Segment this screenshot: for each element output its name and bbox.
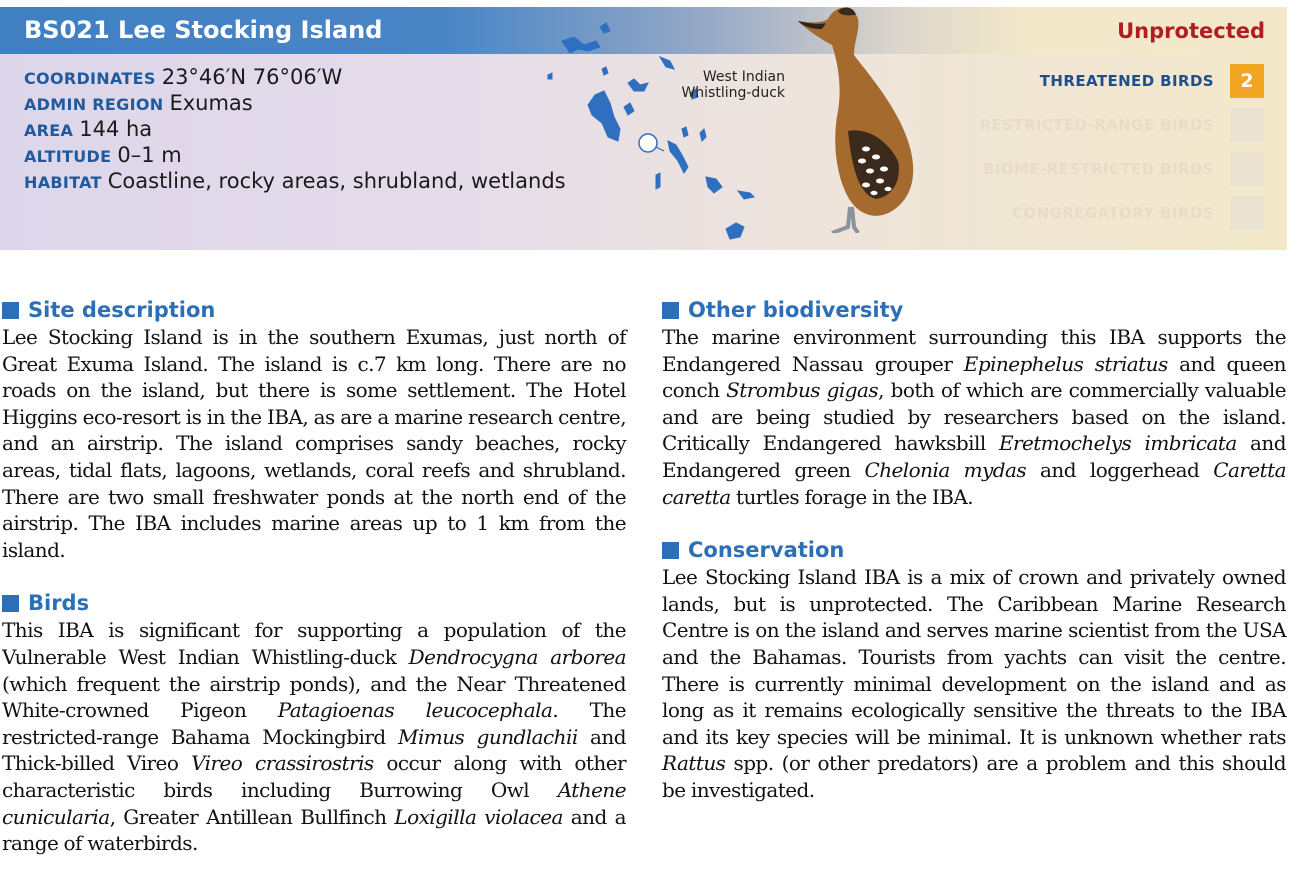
heading-text: Site description bbox=[28, 298, 216, 322]
protection-status: Unprotected bbox=[1117, 19, 1265, 43]
species-name: Epinephelus striatus bbox=[963, 351, 1168, 376]
species-name: Rattus bbox=[662, 751, 726, 776]
species-name: Caretta caretta bbox=[662, 457, 1286, 509]
fact-habitat bbox=[24, 169, 566, 195]
species-name: Mimus gundlachii bbox=[398, 724, 578, 749]
fact-label: COORDINATES bbox=[24, 69, 156, 88]
fact-value: 23°46′N 76°06′W bbox=[161, 65, 343, 89]
text-run: and a range of waterbirds. bbox=[2, 804, 627, 856]
species-label bbox=[680, 69, 785, 101]
fact-value: 144 ha bbox=[79, 117, 153, 141]
section-heading bbox=[2, 589, 626, 617]
text-run: . The restricted-range Bahama Mockingbird bbox=[2, 698, 626, 749]
heading-text: Birds bbox=[28, 591, 90, 616]
whistling-duck-illustration bbox=[788, 7, 928, 233]
species-name: Athene cunicularia bbox=[2, 777, 626, 829]
birds-section bbox=[2, 589, 626, 856]
text-run: and queen conch bbox=[662, 351, 1286, 403]
fact-altitude bbox=[24, 143, 566, 169]
text-run: , Greater Antillean Bullfinch bbox=[109, 804, 395, 829]
fact-label: ALTITUDE bbox=[24, 147, 112, 166]
criterion-congregatory-birds: CONGREGATORY BIRDS bbox=[1012, 204, 1214, 222]
birds-text bbox=[2, 617, 626, 856]
heading-text: Other biodiversity bbox=[688, 298, 904, 322]
site-description-text: Lee Stocking Island is in the southern Exumas, just north of Great Exuma Island. The island is c.7 km long. There are no roads on the island, but there is some settlement. The Hotel Higgins eco-resort is in the IBA, as are a marine research centre, and an airstrip. The island comprises sandy beaches, rocky areas, tidal flats, lagoons, wetlands, coral reefs and shrubland. There are two small freshwater ponds at the north end of the airstrip. The IBA includes marine areas up to 1 km from the island. bbox=[2, 325, 626, 562]
text-run: , both of which are commercially valuable and are being studied by researchers based on the island. Critically Endangered hawksbill bbox=[662, 378, 1286, 456]
locator-map bbox=[540, 11, 770, 243]
species-name: Patagioenas leucocephala bbox=[277, 698, 553, 723]
species-name: Strombus gigas bbox=[726, 378, 879, 403]
fact-admin-region bbox=[24, 91, 566, 117]
species-name: Vireo crassirostris bbox=[191, 751, 374, 776]
fact-value: 0–1 m bbox=[117, 143, 182, 167]
fact-value: Coastline, rocky areas, shrubland, wetlands bbox=[107, 169, 566, 193]
site-title: BS021 Lee Stocking Island bbox=[24, 16, 383, 44]
text-run: (which frequent the airstrip ponds), and the Near Threatened White-crowned Pigeon bbox=[2, 671, 626, 723]
heading-square-icon bbox=[662, 302, 679, 319]
conservation-text bbox=[662, 564, 1286, 803]
species-label-line: Whistling-duck bbox=[681, 85, 785, 101]
species-name: Chelonia mydas bbox=[864, 457, 1027, 482]
text-run: and Endangered green bbox=[662, 431, 1286, 482]
text-run: The marine environment surrounding this IBA supports the Endangered Nassau grouper bbox=[662, 325, 1286, 376]
species-name: Dendrocygna arborea bbox=[408, 644, 626, 669]
text-run: and Thick-billed Vireo bbox=[2, 724, 626, 776]
heading-text: Conservation bbox=[688, 538, 845, 563]
criterion-biome-restricted-birds: BIOME-RESTRICTED BIRDS bbox=[983, 160, 1214, 178]
text-run: occur along with other characteristic birds including Burrowing Owl bbox=[2, 751, 626, 802]
fact-label: HABITAT bbox=[24, 173, 102, 192]
biome-restricted-badge bbox=[1230, 152, 1264, 186]
species-name: Eretmochelys imbricata bbox=[998, 431, 1237, 456]
other-biodiversity-section bbox=[662, 296, 1286, 510]
threatened-count-badge: 2 bbox=[1230, 64, 1264, 98]
criterion-restricted-range-birds: RESTRICTED-RANGE BIRDS bbox=[979, 116, 1214, 134]
section-heading bbox=[2, 296, 626, 324]
criterion-threatened-birds: THREATENED BIRDS bbox=[1039, 72, 1214, 90]
species-label-line: West Indian bbox=[702, 69, 785, 85]
heading-square-icon bbox=[2, 595, 19, 612]
site-description-section bbox=[2, 296, 626, 563]
text-run: and loggerhead bbox=[1026, 457, 1214, 482]
fact-label: ADMIN REGION bbox=[24, 95, 164, 114]
other-biodiversity-text bbox=[662, 324, 1286, 510]
congregatory-badge bbox=[1230, 196, 1264, 230]
text-run: turtles forage in the IBA. bbox=[730, 484, 974, 509]
text-run: Lee Stocking Island IBA is a mix of crown and privately owned lands, but is unprotected. The Caribbean Marine Research Centre is on the island and serves marine scientist from the USA and the Bahamas. Tourists from yachts can visit the centre. There is currently minimal development on the island and as long as it remains ecologically sensitive the threats to the IBA and its key species will be minimal. It is unknown whether rats bbox=[662, 565, 1286, 749]
section-heading bbox=[662, 296, 1286, 324]
site-facts bbox=[24, 65, 566, 195]
fact-area bbox=[24, 117, 566, 143]
fact-value: Exumas bbox=[169, 91, 253, 115]
fact-coordinates bbox=[24, 65, 566, 91]
text-run: spp. (or other predators) are a problem and this should be investigated. bbox=[662, 751, 1286, 802]
restricted-range-badge bbox=[1230, 108, 1264, 142]
section-heading bbox=[662, 536, 1286, 564]
text-run: This IBA is significant for supporting a population of the Vulnerable West Indian Whistling-duck bbox=[2, 618, 626, 669]
right-column bbox=[662, 296, 1286, 830]
left-column bbox=[2, 296, 626, 883]
fact-label: AREA bbox=[24, 121, 74, 140]
conservation-section bbox=[662, 536, 1286, 803]
heading-square-icon bbox=[2, 302, 19, 319]
heading-square-icon bbox=[662, 542, 679, 559]
site-header bbox=[0, 7, 1287, 250]
species-name: Loxigilla violacea bbox=[394, 804, 563, 829]
